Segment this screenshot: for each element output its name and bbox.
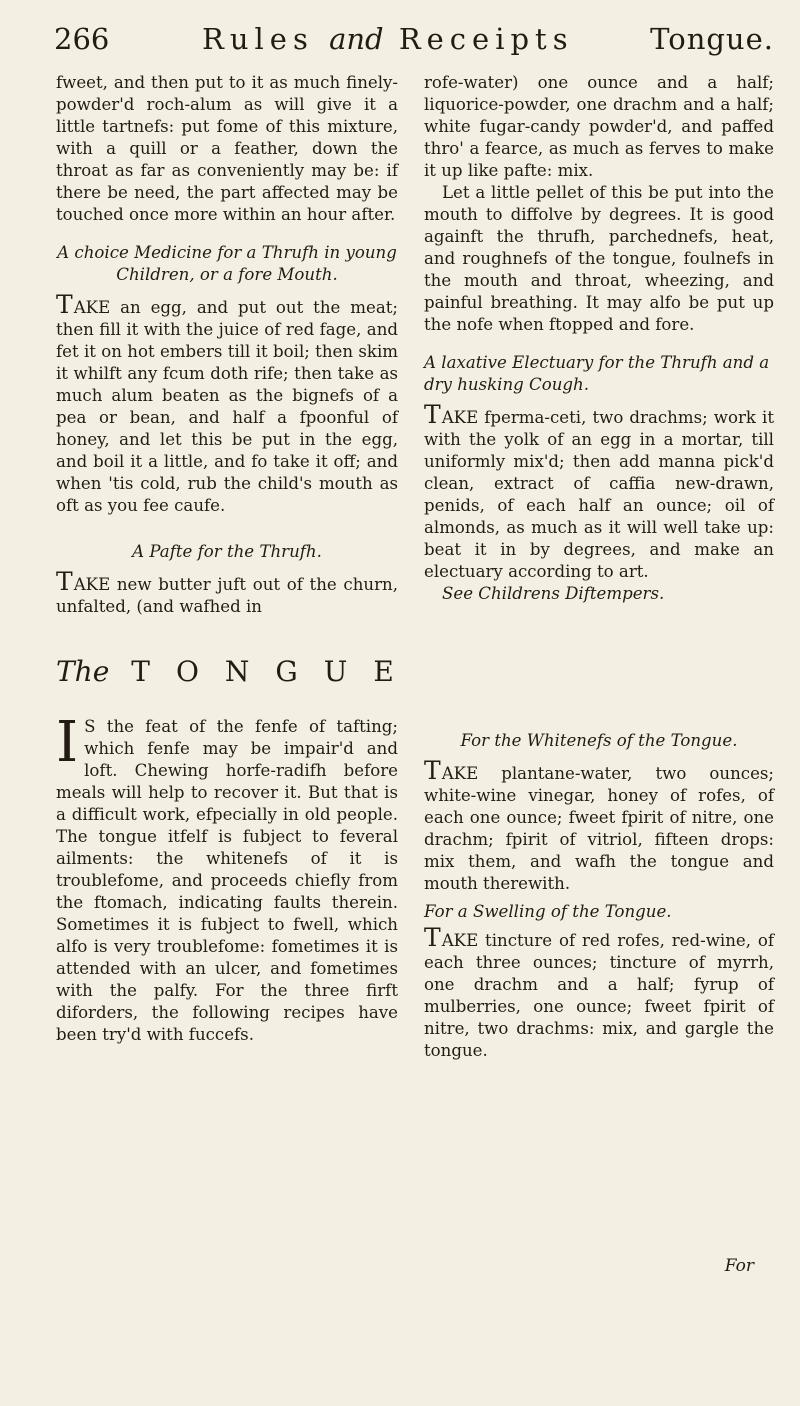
paragraph-text: AKE new butter juft out of the churn, unfalted, (and wafhed in [56,575,398,616]
paragraph [56,567,398,618]
recipe-heading: For a Swelling of the Tongue. [424,902,672,921]
banner-word: TONGUE [131,655,420,688]
section-title: Tongue. [650,22,774,56]
paragraph [424,923,774,1062]
left-column-top [56,72,398,618]
running-header [54,22,774,72]
recipe-heading: For the Whitenefs of the Tongue. [460,731,738,750]
running-title-receipts: Receipts [398,22,574,56]
drop-cap: T [424,923,441,952]
paragraph [56,710,398,1046]
right-column-bottom [424,716,774,1062]
left-column-bottom [56,710,398,1046]
paragraph-text: AKE an egg, and put out the meat; then fill it with the juice of red fage, and fet it on hot embers till it boil; then skim it whilft any fcum doth rife; then take as much alum beaten as the bignefs of a pea or bean, and half a fpoonful of honey, and let this be put in the egg, and boil it a little, and fo take it off; and when 'tis cold, rub the child's mouth as oft as you fee caufe. [56,298,398,515]
paragraph [424,400,774,583]
large-initial: I [56,710,79,775]
running-title [202,22,574,56]
paragraph-text: AKE tincture of red rofes, red-wine, of each three ounces; tincture of myrrh, one drachm and a half; fyrup of mulberries, one ounce; fweet fpirit of nitre, two drachms: mix, and gargle the tongue. [424,931,774,1060]
running-title-rules: Rules [202,22,314,56]
running-title-and: and [329,22,384,56]
section-banner [56,655,776,688]
recipe-heading: A Pafte for the Thrufh. [132,542,322,561]
paragraph-text: S the feat of the fenfe of tafting; which fenfe may be impair'd and loft. Chewing horfe-radifh before meals will help to recover it. But that is a difficult work, efpecially in old people. The tongue itfelf is fubject to feveral ailments: the whitenefs of it is troublefome, and proceeds chiefly from the ftomach, indicating faults therein. Sometimes it is fubject to fwell, which alfo is very troublefome: fometimes it is attended with an ulcer, and fometimes with the palfy. For the three firft diforders, the following recipes have been try'd with fuccefs. [56,717,398,1044]
paragraph-text: AKE plantane-water, two ounces; white-wine vinegar, honey of rofes, of each one ounce; fweet fpirit of nitre, one drachm; fpirit of vitriol, fifteen drops: mix them, and wafh the tongue and mouth therewith. [424,764,774,893]
paragraph-text: AKE fperma-ceti, two drachms; work it with the yolk of an egg in a mortar, till uniformly mix'd; then add manna pick'd clean, extract of caffia new-drawn, penids, of each half an ounce; oil of almonds, as much as it will well take up: beat it in by degrees, and make an electuary according to art. [424,408,774,581]
drop-cap: T [424,400,441,429]
page-number: 266 [54,22,110,56]
paragraph: fweet, and then put to it as much finely-powder'd roch-alum as will give it a little tartnefs: put fome of this mixture, with a quill or a feather, down the throat as far as conveniently may be: if there be need, the part affected may be touched once more within an hour after. [56,73,398,224]
recipe-heading: A choice Medicine for a Thrufh in young Children, or a fore Mouth. [57,243,397,284]
paragraph: Let a little pellet of this be put into the mouth to diffolve by degrees. It is good againft the thrufh, parchednefs, heat, and roughnefs of the tongue, foulnefs in the mouth and throat, wheezing, and painful breathing. It may alfo be put up the nofe when ftopped and fore. [424,183,774,334]
cross-reference: See Childrens Diftempers. [442,584,665,603]
catchword: For [724,1256,754,1276]
paragraph: rofe-water) one ounce and a half; liquorice-powder, one drachm and a half; white fugar-candy powder'd, and paffed thro' a fearce, as much as ferves to make it up like pafte: mix. [424,73,774,180]
paragraph [424,756,774,895]
banner-article: The [56,655,110,688]
recipe-heading: A laxative Electuary for the Thrufh and a dry husking Cough. [424,353,770,394]
drop-cap: T [424,756,441,785]
paragraph [56,290,398,517]
drop-cap: T [56,290,73,319]
right-column-top [424,72,774,605]
drop-cap: T [56,567,73,596]
